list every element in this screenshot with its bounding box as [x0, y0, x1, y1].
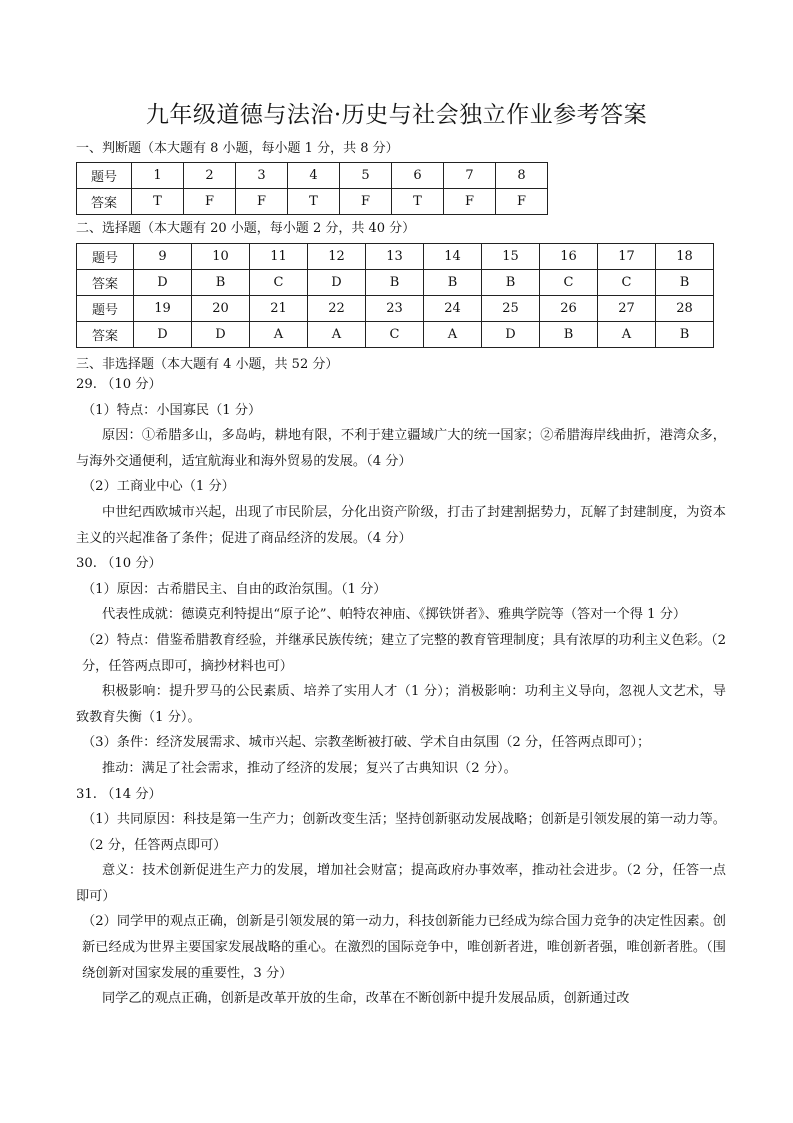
question-number: 25	[482, 296, 540, 322]
answer-cell: C	[250, 270, 308, 296]
answer-paragraph: 中世纪西欧城市兴起，出现了市民阶层，分化出资产阶级，打击了封建割据势力，瓦解了封建制度，为资本主义的兴起准备了条件；促进了商品经济的发展。（4 分）	[76, 504, 726, 546]
answer-cell: C	[540, 270, 598, 296]
question-number: 6	[392, 163, 444, 189]
question-number: 16	[540, 244, 598, 270]
answer-cell: A	[598, 322, 656, 348]
answer-cell: D	[192, 322, 250, 348]
question-number: 2	[184, 163, 236, 189]
page-title: 九年级道德与法治·历史与社会独立作业参考答案	[145, 102, 648, 128]
question-number: 3	[236, 163, 288, 189]
row-label: 答案	[77, 322, 134, 348]
answer-cell: D	[134, 322, 192, 348]
table-row	[77, 322, 714, 348]
question-number: 9	[134, 244, 192, 270]
question-number: 1	[132, 163, 184, 189]
answer-paragraph: 同学乙的观点正确，创新是改革开放的生命，改革在不断创新中提升发展品质，创新通过改	[102, 991, 630, 1007]
answer-paragraph: （1）共同原因：科技是第一生产力；创新改变生活；坚持创新驱动发展战略；创新是引领发展的第一动力等。（2 分，任答两点即可）	[82, 812, 726, 853]
question-number: 19	[134, 296, 192, 322]
answer-cell: D	[134, 270, 192, 296]
question-header: 31. （14 分）	[76, 786, 162, 802]
answer-paragraph: （2）工商业中心（1 分）	[82, 479, 235, 495]
row-label: 答案	[77, 189, 132, 215]
answer-cell: B	[424, 270, 482, 296]
answer-body	[76, 372, 726, 1012]
section2-heading: 二、选择题（本大题有 20 小题，每小题 2 分，共 40 分）	[76, 221, 416, 236]
question-number: 5	[340, 163, 392, 189]
answer-cell: B	[366, 270, 424, 296]
answer-paragraph: （1）特点：小国寡民（1 分）	[82, 402, 262, 418]
answer-paragraph: 原因：①希腊多山，多岛屿，耕地有限，不利于建立疆域广大的统一国家；②希腊海岸线曲折，港湾众多，与海外交通便利，适宜航海业和海外贸易的发展。（4 分）	[76, 428, 726, 469]
answer-paragraph: 意义：技术创新促进生产力的发展，增加社会财富；提高政府办事效率，推动社会进步。（2 分，任答一点即可）	[76, 863, 726, 904]
answer-cell: D	[308, 270, 366, 296]
question-number: 4	[288, 163, 340, 189]
question-number: 26	[540, 296, 598, 322]
question-number: 23	[366, 296, 424, 322]
answer-cell: D	[482, 322, 540, 348]
answer-cell: F	[236, 189, 288, 215]
question-number: 27	[598, 296, 656, 322]
answer-cell: T	[288, 189, 340, 215]
answer-paragraph: （3）条件：经济发展需求、城市兴起、宗教垄断被打破、学术自由氛围（2 分，任答两点即可）；	[82, 735, 651, 751]
question-number: 21	[250, 296, 308, 322]
answer-cell: B	[192, 270, 250, 296]
answer-paragraph: 推动：满足了社会需求，推动了经济的发展；复兴了古典知识（2 分）。	[102, 760, 517, 776]
table-row	[77, 244, 714, 270]
answer-cell: F	[496, 189, 548, 215]
question-number: 8	[496, 163, 548, 189]
table-row	[77, 270, 714, 296]
question-number: 15	[482, 244, 540, 270]
table-row	[77, 296, 714, 322]
row-label: 题号	[77, 244, 134, 270]
question-number: 12	[308, 244, 366, 270]
question-number: 11	[250, 244, 308, 270]
table-row	[77, 163, 548, 189]
answer-paragraph: 积极影响：提升罗马的公民素质、培养了实用人才（1 分）；消极影响：功利主义导向，忽视人文艺术，导致教育失衡（1 分）。	[76, 684, 726, 725]
question-number: 10	[192, 244, 250, 270]
question-number: 20	[192, 296, 250, 322]
judgement-answer-table	[76, 162, 548, 215]
section1-heading: 一、判断题（本大题有 8 小题，每小题 1 分，共 8 分）	[76, 141, 399, 156]
question-number: 13	[366, 244, 424, 270]
answer-paragraph: 代表性成就：德谟克利特提出“原子论”、帕特农神庙、《掷铁饼者》、雅典学院等（答对一个得 1 分）	[102, 607, 687, 623]
table-row	[77, 189, 548, 215]
question-number: 28	[656, 296, 714, 322]
answer-cell: B	[656, 322, 714, 348]
answer-cell: B	[482, 270, 540, 296]
question-number: 22	[308, 296, 366, 322]
answer-cell: T	[392, 189, 444, 215]
answer-cell: C	[598, 270, 656, 296]
row-label: 题号	[77, 296, 134, 322]
answer-cell: F	[340, 189, 392, 215]
question-number: 24	[424, 296, 482, 322]
question-header: 30. （10 分）	[76, 556, 162, 572]
answer-cell: T	[132, 189, 184, 215]
answer-cell: F	[444, 189, 496, 215]
answer-cell: C	[366, 322, 424, 348]
answer-cell: A	[424, 322, 482, 348]
question-number: 7	[444, 163, 496, 189]
answer-cell: B	[656, 270, 714, 296]
section3-heading: 三、非选择题（本大题有 4 小题，共 52 分）	[76, 357, 339, 372]
answer-cell: A	[308, 322, 366, 348]
answer-cell: F	[184, 189, 236, 215]
answer-cell: B	[540, 322, 598, 348]
row-label: 答案	[77, 270, 134, 296]
answer-cell: A	[250, 322, 308, 348]
question-number: 17	[598, 244, 656, 270]
answer-paragraph: （2）特点：借鉴希腊教育经验，并继承民族传统；建立了完整的教育管理制度；具有浓厚的功利主义色彩。（2 分，任答两点即可，摘抄材料也可）	[82, 632, 726, 674]
answer-paragraph: （1）原因：古希腊民主、自由的政治氛围。（1 分）	[82, 581, 387, 597]
answer-paragraph: （2）同学甲的观点正确，创新是引领发展的第一动力，科技创新能力已经成为综合国力竞争的决定性因素。创新已经成为世界主要国家发展战略的重心。在激烈的国际竞争中，唯创新者进，唯创新者强，唯创新者胜。（围绕创新对国家发展的重要性，3 分）	[82, 914, 726, 981]
choice-answer-table	[76, 243, 714, 348]
row-label: 题号	[77, 163, 132, 189]
question-number: 18	[656, 244, 714, 270]
question-header: 29. （10 分）	[76, 377, 162, 392]
question-number: 14	[424, 244, 482, 270]
